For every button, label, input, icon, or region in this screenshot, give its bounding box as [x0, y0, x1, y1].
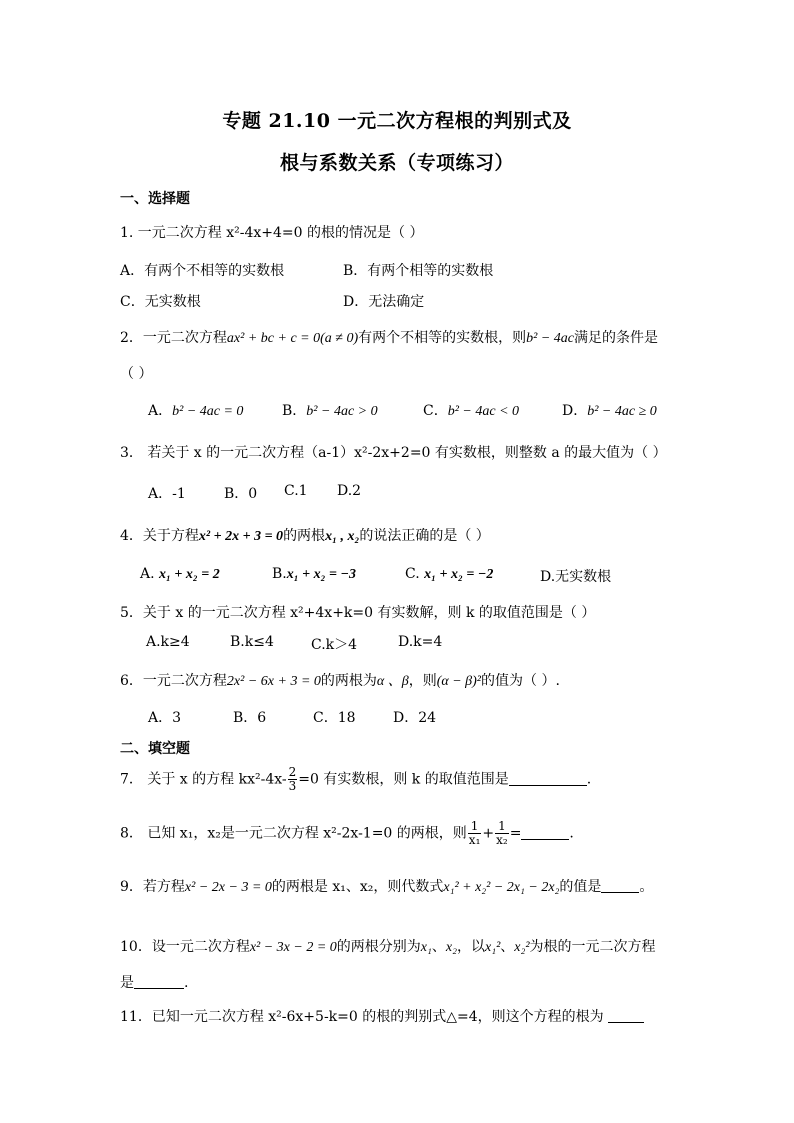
q5-stem: 5．关于 x 的一元二次方程 x²+4x+k=0 有实数解，则 k 的取值范围是（ ）: [120, 605, 596, 621]
q3-option-b: B．0: [224, 486, 258, 502]
q9-stem: 9．若方程x² − 2x − 3 = 0的两根是 x₁、x₂，则代数式x₁² + x₂² − 2x₁ − 2x₂的值是 。: [120, 879, 654, 895]
q5-option-d: D.k=4: [398, 634, 443, 650]
q10-line-2: 是 .: [120, 975, 189, 991]
q2-option-b: B．b² − 4ac > 0: [282, 403, 378, 419]
q2-paren: （ ）: [120, 366, 153, 382]
q10-equation: x² − 3x − 2 = 0: [249, 940, 337, 955]
q6-option-c: C．18: [313, 710, 356, 726]
q8-stem: 8． 已知 x₁，x₂是一元二次方程 x²-2x-1=0 的两根，则 $\frac{1}{\text{x₁}}$ + $\frac{1}{\text{x₂}}$ = .: [120, 819, 574, 847]
q8-answer-blank[interactable]: [521, 825, 569, 840]
q6-roots: α 、β: [376, 674, 409, 689]
q11-stem: 11．已知一元二次方程 x²-6x+5-k=0 的根的判别式△=4，则这个方程的根为: [120, 1006, 644, 1026]
q4-roots: x₁ , x₂: [325, 529, 360, 544]
q6-equation: 2x² − 6x + 3 = 0: [226, 674, 321, 689]
q8-fraction-2: $\frac{1}{\text{x₂}}$: [496, 819, 508, 847]
q1-option-c: C．无实数根: [120, 294, 201, 310]
q2-discriminant: b² − 4ac: [526, 331, 574, 346]
q5-option-c: C.k＞4: [311, 637, 358, 653]
q4-option-d: D.无实数根: [540, 569, 612, 585]
section-fill-heading: 二、填空题: [120, 741, 190, 757]
title-line-1: 专题 21.10 一元二次方程根的判别式及: [222, 110, 572, 132]
q3-option-a: A．-1: [148, 486, 186, 502]
q6-expression: (α − β)²: [436, 674, 482, 689]
q6-option-a: A．3: [148, 710, 182, 726]
q6-option-b: B．6: [233, 710, 267, 726]
q3-option-c: C.1: [284, 483, 308, 499]
q2-option-a: A．b² − 4ac = 0: [148, 403, 244, 419]
q5-option-b: B.k≤4: [230, 634, 274, 650]
q4-equation: x² + 2x + 3 = 0: [198, 529, 284, 544]
q2-post: 满足的条件是: [573, 330, 658, 346]
q2-option-d: D．b² − 4ac ≥ 0: [562, 403, 657, 419]
q2-stem: [120, 327, 658, 347]
q1-option-d: D．无法确定: [343, 294, 425, 310]
q6-stem: 6．一元二次方程2x² − 6x + 3 = 0的两根为α 、β，则(α − β)²的值为（ ）.: [120, 673, 560, 689]
q3-stem: 3． 若关于 x 的一元二次方程（a-1）x²-2x+2=0 有实数根，则整数 a 的最大值为（ ）: [120, 445, 667, 461]
q7-fraction: $\frac{2}{3}$: [288, 765, 297, 793]
q1-option-b: B．有两个相等的实数根: [343, 263, 494, 279]
section-choice-heading: 一、选择题: [120, 191, 190, 207]
q4-option-a: A. x₁ + x₂ = 2: [140, 566, 220, 582]
q10-answer-blank[interactable]: [134, 974, 184, 989]
q3-option-d: D.2: [337, 483, 362, 499]
q10-stem: 10．设一元二次方程x² − 3x − 2 = 0的两根分别为x₁、x₂，以x₁²、x₂²为根的一元二次方程: [120, 939, 656, 955]
q9-answer-blank[interactable]: [601, 878, 639, 893]
q11-answer-blank[interactable]: [608, 1008, 644, 1023]
title-line-2: 根与系数关系（专项练习）: [279, 152, 514, 174]
q2-equation: ax² + bc + c = 0(a ≠ 0): [226, 331, 359, 346]
q2-option-c: C．b² − 4ac < 0: [423, 403, 520, 419]
q4-stem: 4．关于方程x² + 2x + 3 = 0的两根x₁ , x₂的说法正确的是（ ）: [120, 528, 490, 544]
q7-answer-blank[interactable]: [509, 771, 587, 786]
q8-fraction-1: $\frac{1}{\text{x₁}}$: [468, 819, 481, 847]
q5-option-a: A.k≥4: [146, 634, 190, 650]
q9-equation: x² − 2x − 3 = 0: [184, 880, 272, 895]
q1-stem: 1. 一元二次方程 x²-4x+4=0 的根的情况是（ ）: [120, 225, 424, 241]
q4-option-b: B.x₁ + x₂ = −3: [272, 566, 356, 582]
q6-option-d: D．24: [393, 710, 437, 726]
q2-pre: 2．一元二次方程: [120, 330, 227, 346]
q2-mid: 有两个不相等的实数根，则: [358, 330, 527, 346]
q1-option-a: A．有两个不相等的实数根: [120, 263, 285, 279]
q9-expression: x₁² + x₂² − 2x₁ − 2x₂: [443, 880, 560, 895]
q7-stem: 7． 关于 x 的方程 kx²-4x- $\frac{2}{3}$ =0 有实数根，则 k 的取值范围是 .: [120, 765, 592, 793]
q4-option-c: C. x₁ + x₂ = −2: [405, 566, 494, 582]
